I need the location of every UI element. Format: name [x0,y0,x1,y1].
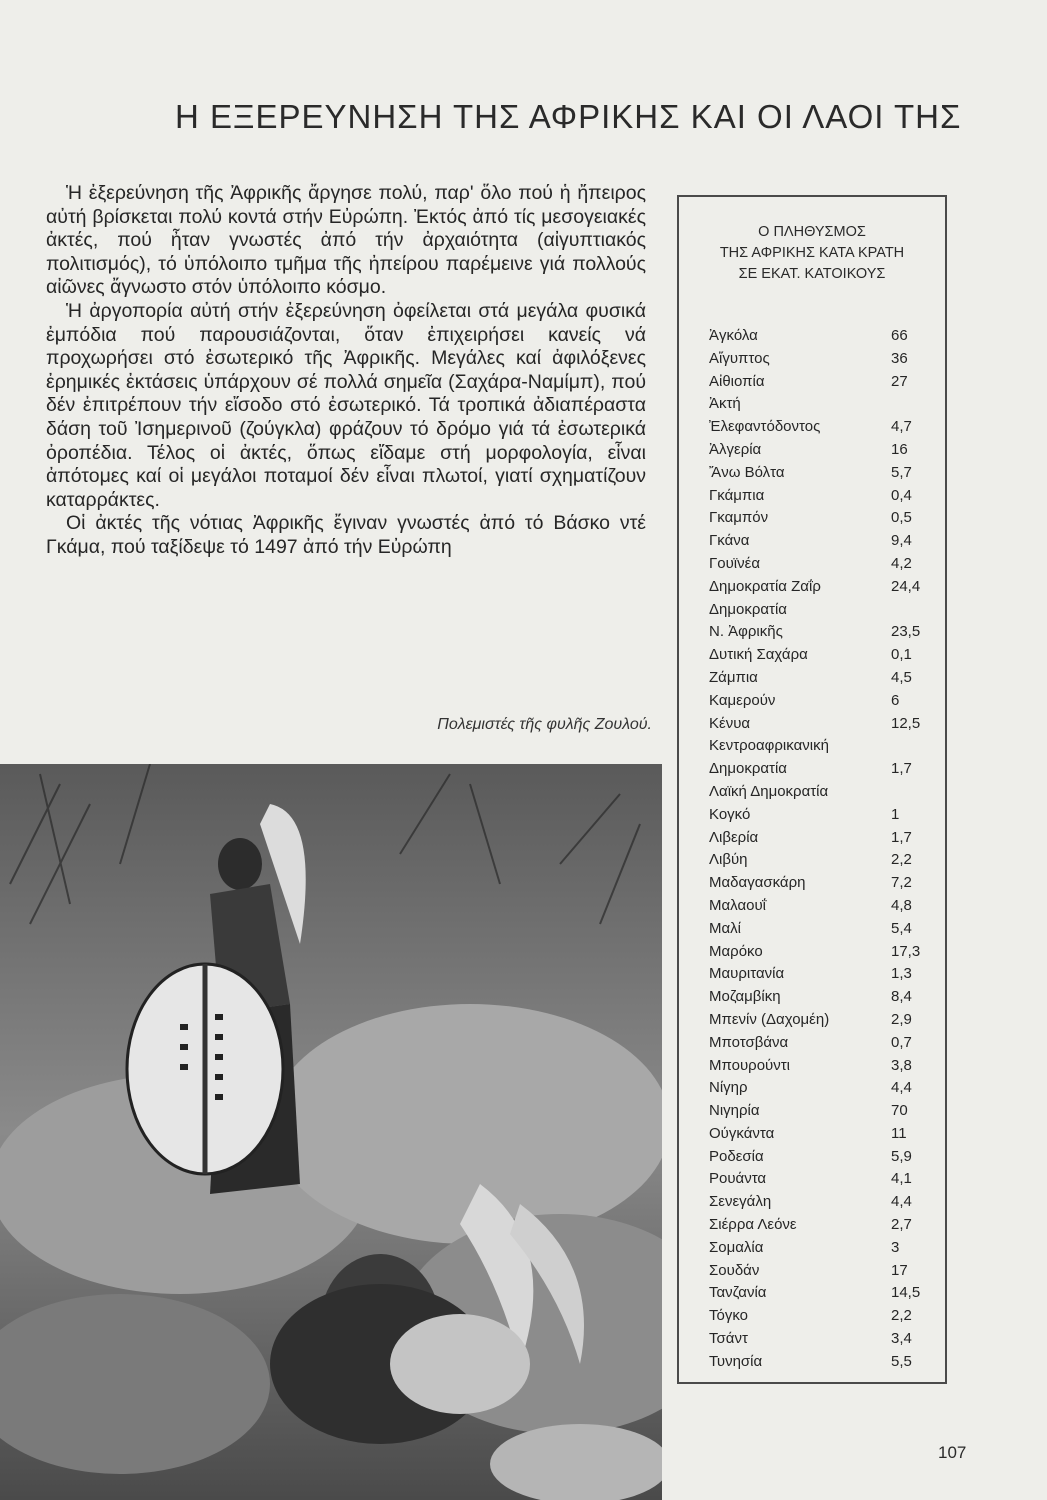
population-value: 1,7 [891,828,912,846]
table-row [709,1148,939,1171]
zulu-warriors-photo [0,764,662,1500]
country-name: Σενεγάλη [709,1193,772,1211]
country-name: Ἀλγερία [709,440,762,458]
table-row [709,487,939,510]
country-name: Σουδάν [709,1261,760,1279]
country-name: Νιγηρία [709,1102,760,1120]
page-number: 107 [938,1443,967,1462]
table-row [709,965,939,988]
table-row [709,1079,939,1102]
country-name: Μπουρούντι [709,1056,791,1074]
table-heading [679,222,945,285]
country-name: Δημοκρατία Ζαΐρ [709,577,821,595]
population-value: 23,5 [891,623,921,641]
country-name: Μαυριτανία [709,965,785,983]
photo-caption: Πολεμιστές τῆς φυλῆς Ζουλού. [437,716,652,733]
country-name: Μποτσβάνα [709,1033,789,1051]
country-name: Αἰθιοπία [709,372,765,390]
table-row [709,350,939,373]
country-name: Αἴγυπτος [709,349,770,367]
population-value: 0,7 [891,1033,912,1051]
population-value: 4,2 [891,554,912,572]
country-name: Ζάμπια [709,668,758,686]
table-row [709,1239,939,1262]
table-row [709,1330,939,1353]
table-row [709,646,939,669]
population-value: 2,7 [891,1216,912,1234]
paragraph: Οἱ ἀκτές τῆς νότιας Ἀφρικῆς ἔγιναν γνωστές ἀπό τό Βάσκο ντέ Γκάμα, πού ταξίδεψε τό 1497 ἀπό τήν Εὐρώπη [46,512,646,558]
paragraph: Ἡ ἀργοπορία αὐτή στήν ἐξερεύνηση ὀφείλεται στά μεγάλα φυσικά ἐμπόδια πού παρουσιάζονται, ὅταν ἐπιχειρήσει κανείς νά προχωρήσει στό ἐσωτερικό τῆς Ἀφρικῆς. Μεγάλες καί ἀφιλόξενες ἐρημικές ἐκτάσεις ὑπάρχουν σέ πολλά σημεῖα (Σαχάρα-Ναμίμπ), πού δέν ἐπιτρέπουν τήν εἴσοδο στό ἐσωτερικό. Τά τροπικά ἀδιαπέραστα δάση τοῦ Ἰσημερινοῦ (ζούγκλα) φράζουν τό δρόμο γιά τά ἐσωτερικά ὀροπέδια. Τέλος οἱ ἀκτές, ὅπως εἴδαμε στή μορφολογία, εἶναι ἀπότομες καί οἱ μεγάλοι ποταμοί δέν εἶναι πλωτοί, γιατί σχηματίζουν καταρράκτες. [46,299,646,511]
country-name: Τσάντ [709,1330,748,1348]
table-row [709,1216,939,1239]
country-name: Μοζαμβίκη [709,988,781,1006]
population-value: 17,3 [891,942,921,960]
table-row [709,1057,939,1080]
population-value: 4,4 [891,1079,912,1097]
table-row [709,395,939,418]
population-value: 4,4 [891,1193,912,1211]
population-value: 5,9 [891,1147,912,1165]
table-row [709,897,939,920]
country-name: Νίγηρ [709,1079,748,1097]
table-heading-line: ΣΕ ΕΚΑΤ. ΚΑΤΟΙΚΟΥΣ [738,266,886,282]
table-row [709,851,939,874]
population-value: 2,2 [891,851,912,869]
country-name: Ἐλεφαντόδοντος [709,418,821,436]
table-row [709,601,939,624]
table-row [709,806,939,829]
country-name: Γκαμπόν [709,509,769,527]
country-name: Κένυα [709,714,751,732]
population-value: 9,4 [891,532,912,550]
table-row [709,988,939,1011]
country-name: Μαρόκο [709,942,763,960]
population-value: 0,4 [891,486,912,504]
population-value: 7,2 [891,874,912,892]
population-value: 16 [891,440,908,458]
table-row [709,920,939,943]
table-row [709,1353,939,1376]
population-value: 1 [891,805,900,823]
population-value: 11 [891,1124,907,1142]
population-value: 1,3 [891,965,912,983]
population-value: 1,7 [891,760,912,778]
table-row [709,1262,939,1285]
country-name: Μαλί [709,919,741,937]
table-row [709,669,939,692]
country-name: Σιέρρα Λεόνε [709,1216,797,1234]
table-row [709,1170,939,1193]
population-value: 5,7 [891,463,912,481]
population-table [677,195,947,1384]
country-name: Ἀγκόλα [709,327,758,344]
country-name: Καμερούν [709,691,776,709]
population-value: 4,1 [891,1170,912,1188]
country-name: Λαϊκή Δημοκρατία [709,782,829,800]
country-name: Τυνησία [709,1352,763,1370]
table-row [709,1284,939,1307]
country-name: Δημοκρατία [709,600,787,618]
country-name: Μαλαουΐ [709,896,766,914]
paragraph: Ἡ ἐξερεύνηση τῆς Ἀφρικῆς ἄργησε πολύ, παρ' ὅλο πού ἡ ἤπειρος αὐτή βρίσκεται πολύ κοντά στήν Εὐρώπη. Ἐκτός ἀπό τίς μεσογειακές ἀκτές, πού ἦταν γνωστές ἀπό τήν ἀρχαιότητα (αἰγυπτιακός πολιτισμός), τό ὑπόλοιπο τμῆμα τῆς ἠπείρου παρέμεινε γιά πολλούς αἰῶνες ἄγνωστο στόν ὑπόλοιπο κόσμο. [46,182,646,299]
table-row [709,692,939,715]
table-row [709,532,939,555]
population-value: 3,8 [891,1056,912,1074]
table-row [709,760,939,783]
table-row [709,623,939,646]
population-value: 27 [891,372,908,390]
table-row [709,1125,939,1148]
country-name: Κογκό [709,805,751,823]
country-name: Ν. Ἀφρικῆς [709,623,783,641]
country-name: Κεντροαφρικανική [709,737,829,755]
country-name: Ροδεσία [709,1147,764,1165]
table-row [709,829,939,852]
table-heading-line: Ο ΠΛΗΘΥΣΜΟΣ [758,224,866,240]
table-row [709,441,939,464]
population-value: 6 [891,691,900,709]
population-value: 17 [891,1261,908,1279]
population-value: 8,4 [891,988,912,1006]
table-row [709,1034,939,1057]
table-row [709,1102,939,1125]
country-name: Δυτική Σαχάρα [709,646,808,664]
table-row [709,373,939,396]
table-heading-line: ΤΗΣ ΑΦΡΙΚΗΣ ΚΑΤΑ ΚΡΑΤΗ [719,245,905,261]
table-row [709,578,939,601]
table-row [709,715,939,738]
table-row [709,1193,939,1216]
country-name: Δημοκρατία [709,760,787,778]
page-title: Η ΕΞΕΡΕΥΝΗΣΗ ΤΗΣ ΑΦΡΙΚΗΣ ΚΑΙ ΟΙ ΛΑΟΙ ΤΗΣ [175,98,962,135]
country-name: Γουϊνέα [709,554,760,572]
photo-illustration [0,764,662,1500]
population-value: 24,4 [891,577,921,595]
table-row [709,737,939,760]
country-name: Γκάνα [709,532,750,550]
population-value: 12,5 [891,714,921,732]
population-value: 36 [891,349,908,367]
table-rows [709,327,939,1376]
country-name: Λιβύη [709,851,748,869]
population-value: 66 [891,327,908,344]
table-row [709,555,939,578]
population-value: 4,8 [891,896,912,914]
country-name: Τανζανία [709,1284,767,1302]
country-name: Σομαλία [709,1238,764,1256]
country-name: Λιβερία [709,828,759,846]
country-name: Μπενίν (Δαχομέη) [709,1010,830,1028]
table-row [709,327,939,350]
table-row [709,418,939,441]
population-value: 3 [891,1238,900,1256]
table-row [709,943,939,966]
table-row [709,1307,939,1330]
table-row [709,1011,939,1034]
population-value: 0,1 [891,646,912,664]
country-name: Ρουάντα [709,1170,767,1188]
table-row [709,464,939,487]
population-value: 3,4 [891,1330,912,1348]
table-row [709,509,939,532]
country-name: Ἀκτή [709,395,741,413]
table-row [709,783,939,806]
country-name: Ούγκάντα [709,1124,775,1142]
population-value: 5,4 [891,919,912,937]
country-name: Τόγκο [709,1307,749,1325]
article-body [46,182,646,560]
population-value: 2,9 [891,1010,912,1028]
population-value: 4,7 [891,418,912,436]
population-value: 4,5 [891,668,912,686]
country-name: Μαδαγασκάρη [709,874,806,892]
population-value: 14,5 [891,1284,921,1302]
table-row [709,874,939,897]
country-name: Ἄνω Βόλτα [709,463,785,481]
country-name: Γκάμπια [709,486,765,504]
population-value: 0,5 [891,509,912,527]
population-value: 70 [891,1102,908,1120]
population-value: 5,5 [891,1352,912,1370]
population-value: 2,2 [891,1307,912,1325]
